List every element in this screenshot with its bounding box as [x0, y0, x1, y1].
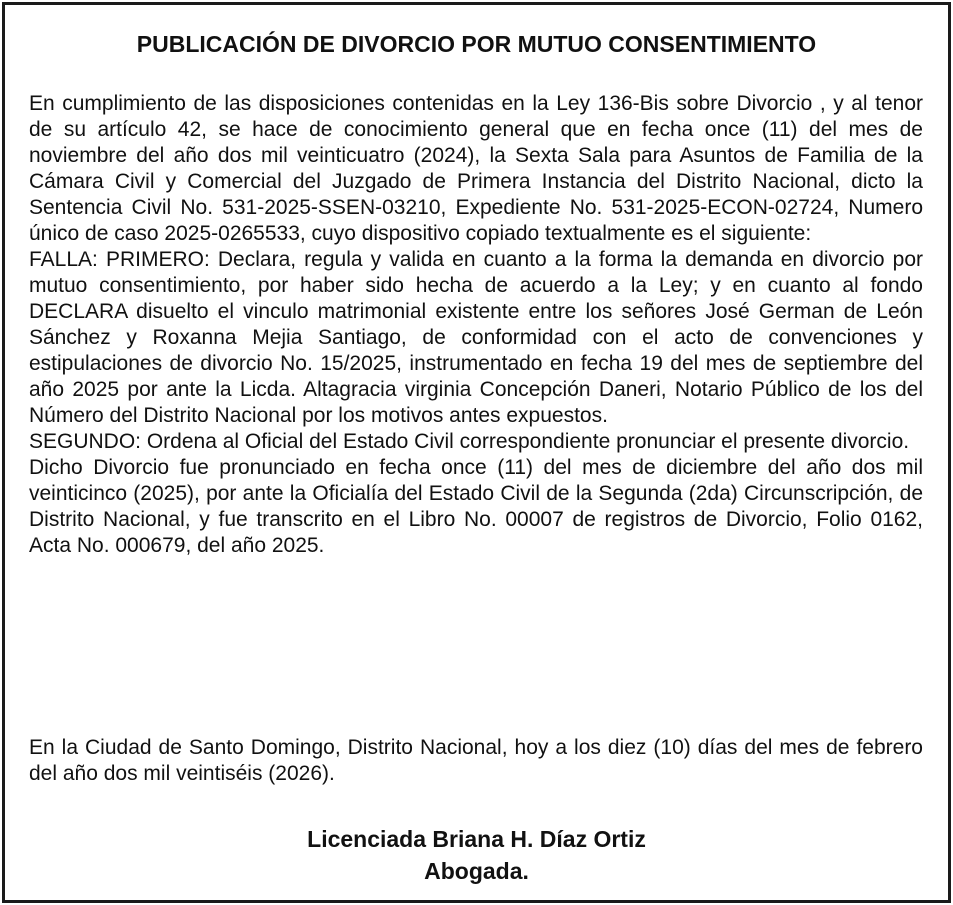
notice-body: [29, 91, 923, 559]
signature-block: [5, 823, 948, 887]
notice-title: PUBLICACIÓN DE DIVORCIO POR MUTUO CONSENTIMIENTO: [136, 31, 817, 57]
closing-paragraph: En la Ciudad de Santo Domingo, Distrito Nacional, hoy a los diez (10) días del mes de febrero del año dos mil veintiséis (2026).: [29, 736, 923, 785]
signatory-name: Licenciada Briana H. Díaz Ortiz: [307, 826, 646, 852]
falla-paragraph: FALLA: PRIMERO: Declara, regula y valida en cuanto a la forma la demanda en divorcio por mutuo consentimiento, por haber sido hecha de acuerdo a la Ley; y en cuanto al fondo DECLARA disuelto el vinculo matrimonial existente entre los señores José German de León Sánchez y Roxanna Mejia Santiago, de conformidad con el acto de convenciones y estipulaciones de divorcio No. 15/2025, instrumentado en fecha 19 del mes de septiembre del año 2025 por ante la Licda. Altagracia virginia Concepción Daneri, Notario Público de los del Número del Distrito Nacional por los motivos antes expuestos.: [29, 248, 923, 427]
pronounced-paragraph: Dicho Divorcio fue pronunciado en fecha once (11) del mes de diciembre del año dos mil veinticinco (2025), por ante la Oficialía del Estado Civil de la Segunda (2da) Circunscripción, de Distrito Nacional, y fue transcrito en el Libro No. 00007 de registros de Divorcio, Folio 0162, Acta No. 000679, del año 2025.: [29, 456, 923, 557]
legal-notice: [2, 2, 951, 903]
intro-paragraph: En cumplimiento de las disposiciones contenidas en la Ley 136-Bis sobre Divorcio , y al tenor de su artículo 42, se hace de conocimiento general que en fecha once (11) del mes de noviembre del año dos mil veinticuatro (2024), la Sexta Sala para Asuntos de Familia de la Cámara Civil y Comercial del Juzgado de Primera Instancia del Distrito Nacional, dicto la Sentencia Civil No. 531-2025-SSEN-03210, Expediente No. 531-2025-ECON-02724, Numero único de caso 2025-0265533, cuyo dispositivo copiado textualmente es el siguiente:: [29, 92, 923, 245]
signatory-title: Abogada.: [424, 858, 529, 884]
segundo-paragraph: SEGUNDO: Ordena al Oficial del Estado Civil correspondiente pronunciar el presente divorcio.: [29, 430, 910, 453]
